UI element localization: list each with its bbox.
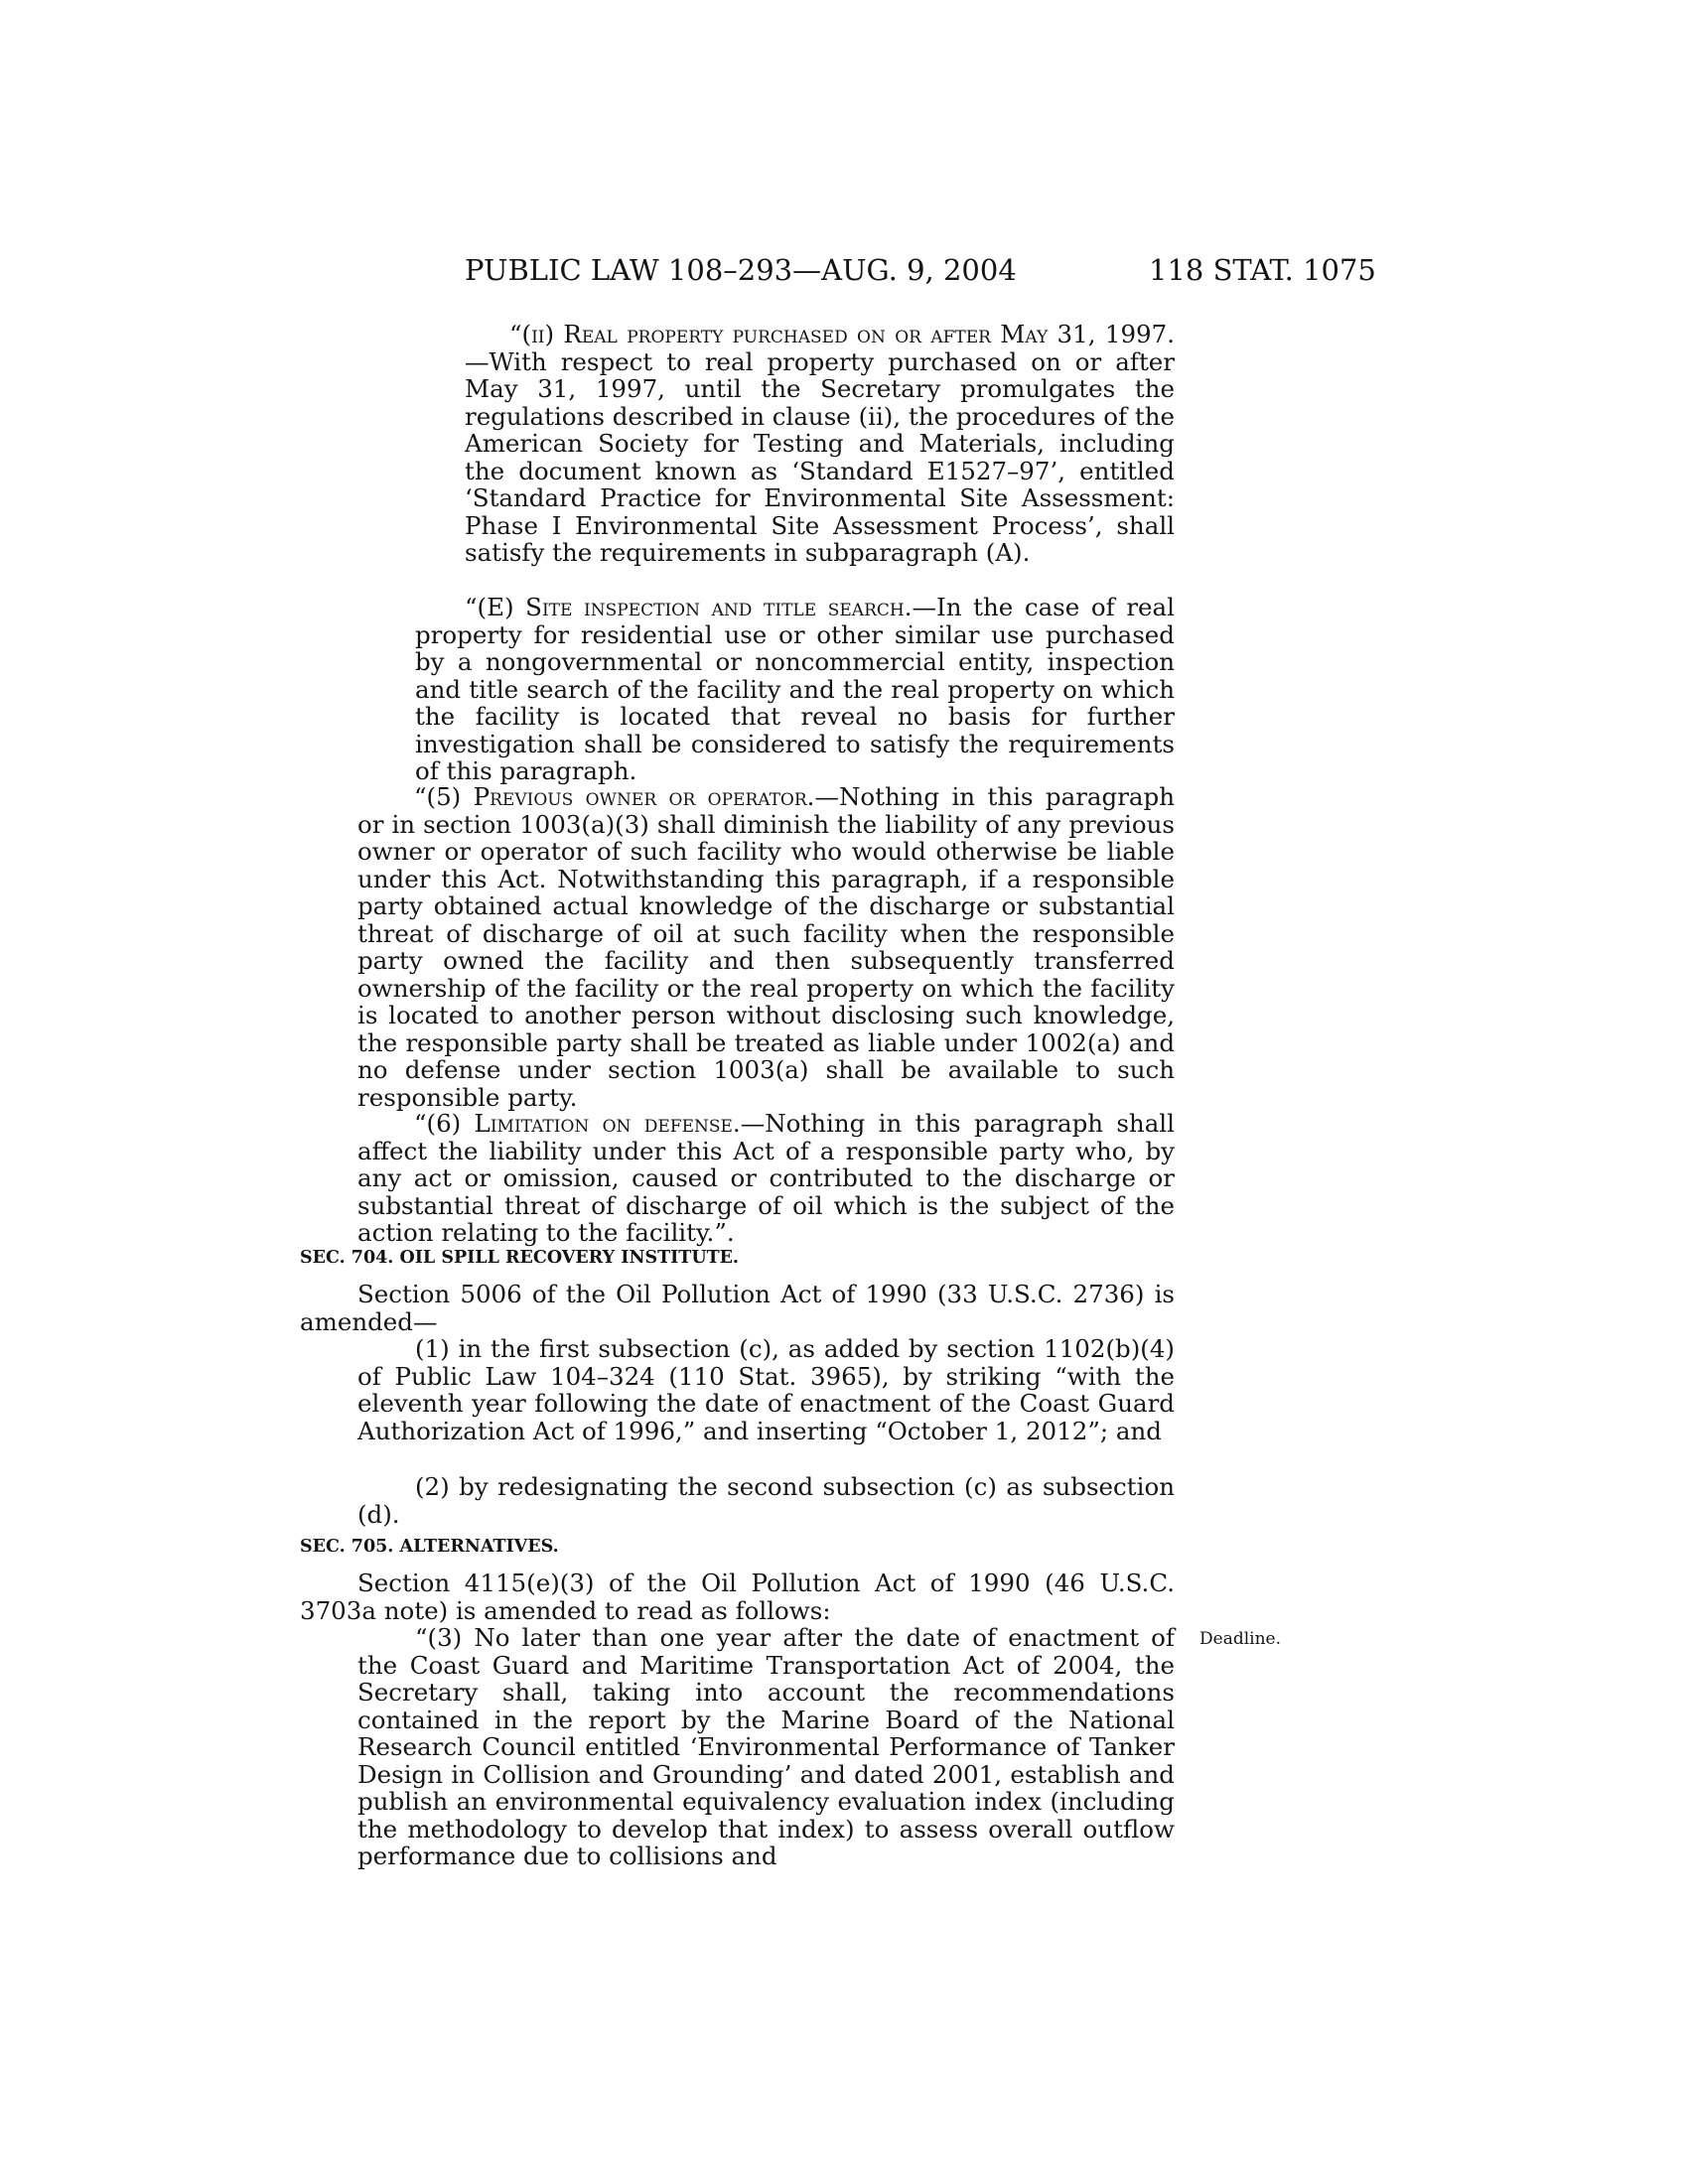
paragraph-5-text: —Nothing in this paragraph or in section 1003(a)(3) shall diminish the liability of any previous owner or operator of such facility who would otherwise be liable under this Act. Notwithstanding this paragraph, if a responsible party obtained actual knowledge of the discharge or substantial threat of discharge of oil at such facility when the responsible party owned the facility and then subsequently transferred ownership of the facility or the real property on which the facility is located to another person without disclosing such knowledge, the responsible party shall be treated as liable under 1002(a) and no defense under section 1003(a) shall be available to such responsible party.: [357, 782, 1175, 1112]
subparagraph-e-text: —In the case of real property for residential use or other similar use purchased by a nongovernmental or noncommercial entity, inspection and title search of the facility and the real property on which the facility is located that reveal no basis for further investigation shall be considered to satisfy the requirements of this paragraph.: [415, 593, 1175, 785]
paragraph-6-text: —Nothing in this paragraph shall affect the liability under this Act of a responsible party who, by any act or omission, caused or contributed to the discharge or substantial threat of discharge of oil which is the subject of the action relating to the facility.”.: [357, 1109, 1175, 1247]
subparagraph-e-heading: “(E) Site inspection and title search.: [465, 593, 913, 621]
clause-ii-heading: “(ii) Real property purchased on or after May 31, 1997.: [509, 320, 1175, 348]
clause-ii-text: —With respect to real property purchased on or after May 31, 1997, until the Secretary promulgates the regulations described in clause (ii), the procedures of the American Society for Testing and Materials, including the document known as ‘Standard E1527–97’, entitled ‘Standard Practice for Environmental Site Assessment: Phase I Environmental Site Assessment Process’, shall satisfy the requirements in subparagraph (A).: [465, 346, 1175, 567]
running-header-title: PUBLIC LAW 108–293—AUG. 9, 2004: [465, 253, 1017, 287]
section-704-item-1: [357, 1335, 1175, 1444]
section-705-item-3-text: “(3) No later than one year after the date of enactment of the Coast Guard and Maritime Transportation Act of 2004, the Secretary shall, taking into account the recommendations contained in the report by the Marine Board of the National Research Council entitled ‘Environmental Performance of Tanker Design in Collision and Grounding’ and dated 2001, establish and publish an environmental equivalency evaluation index (including the methodology to develop that index) to assess overall outflow performance due to collisions and: [357, 1623, 1175, 1870]
section-705-item-3: [357, 1624, 1175, 1870]
running-header-page-number: 118 STAT. 1075: [1149, 253, 1376, 287]
paragraph-6: [357, 1110, 1175, 1247]
paragraph-5: [357, 783, 1175, 1111]
section-705-heading: SEC. 705. ALTERNATIVES.: [300, 1537, 559, 1557]
section-704-item-2: [357, 1473, 1175, 1528]
paragraph-5-heading: “(5) Previous owner or operator.: [414, 782, 815, 811]
section-705-intro-text: Section 4115(e)(3) of the Oil Pollution Act of 1990 (46 U.S.C. 3703a note) is amended to read as follows:: [300, 1569, 1175, 1625]
section-704-item-2-text: (2) by redesignating the second subsection (c) as subsection (d).: [357, 1472, 1175, 1529]
subparagraph-e: [415, 594, 1175, 785]
clause-ii: [465, 321, 1175, 567]
paragraph-6-heading: “(6) Limitation on defense.: [414, 1109, 741, 1138]
section-704-intro-text: Section 5006 of the Oil Pollution Act of 1990 (33 U.S.C. 2736) is amended—: [300, 1280, 1175, 1336]
section-704-intro: [300, 1281, 1175, 1335]
margin-note-deadline: Deadline.: [1199, 1629, 1281, 1649]
section-704-item-1-text: (1) in the first subsection (c), as added by section 1102(b)(4) of Public Law 104–324 (110 Stat. 3965), by striking “with the eleventh year following the date of enactment of the Coast Guard Authorization Act of 1996,” and inserting “October 1, 2012”; and: [357, 1334, 1175, 1445]
section-705-intro: [300, 1570, 1175, 1624]
section-704-heading: SEC. 704. OIL SPILL RECOVERY INSTITUTE.: [300, 1248, 740, 1268]
